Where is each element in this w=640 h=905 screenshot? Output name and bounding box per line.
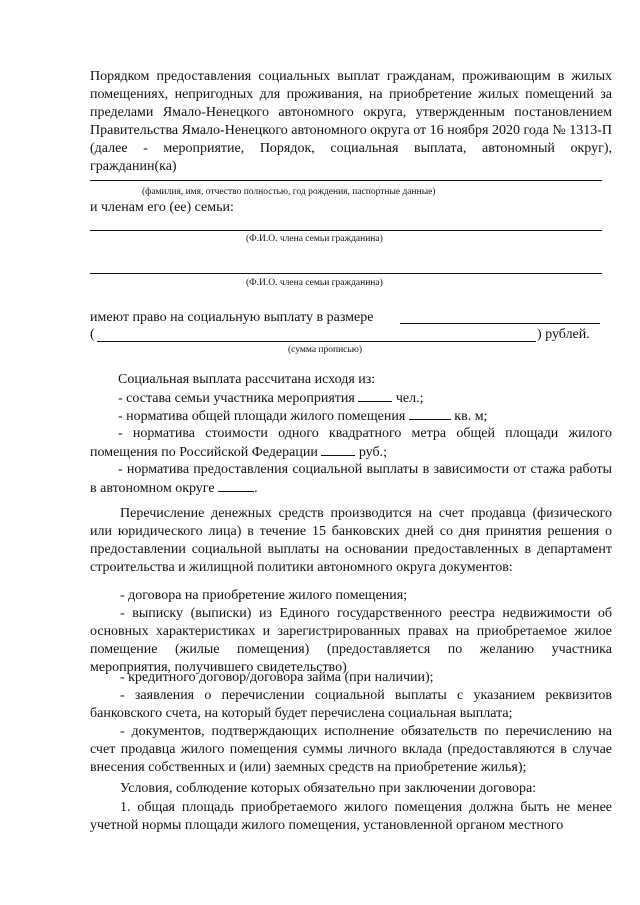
family-member-line-1	[90, 230, 602, 231]
sum-in-words-caption: (сумма прописью)	[288, 345, 362, 355]
calc-item-cost-text: - норматива стоимости одного квадратного метра общей площади жилого помещения по Российской Федерации	[90, 426, 612, 460]
transfer-doc-personal-contribution: - документов, подтверждающих исполнение обязательств по перечислению на счет продавца жилого помещения суммы личного вклада (предоставляются в случае внесения собственных и (или) заемных средств на приобретение жилья);	[90, 724, 612, 775]
family-member-line-2	[90, 273, 602, 274]
transfer-doc-contract: - договора на приобретение жилого помещения;	[120, 588, 408, 603]
calc-item-area	[90, 407, 612, 426]
calc-item-seniority	[90, 461, 612, 498]
conditions-item-1: 1. общая площадь приобретаемого жилого помещения должна быть не менее учетной нормы площади жилого помещения, установленной органом местного	[90, 800, 612, 833]
amount-close-text: ) рублей.	[537, 327, 590, 342]
intro-paragraph: Порядком предоставления социальных выплат гражданам, проживающим в жилых помещениях, непригодных для проживания, на приобретение жилых помещений за пределами Ямало-Ненецкого автономного округа, утвержденным постановлением Правительства Ямало-Ненецкого автономного округа от 16 ноября 2020 года № 1313-П (далее - мероприятие, Порядок, социальная выплата, автономный округ), гражданин(ка)	[90, 69, 612, 174]
citizen-caption: (фамилия, имя, отчество полностью, год рождения, паспортные данные)	[142, 187, 436, 197]
calc-item-cost-unit: руб.;	[358, 445, 387, 460]
citizen-name-line	[90, 180, 602, 181]
family-members-label: и членам его (ее) семьи:	[90, 200, 234, 215]
calc-item-family-unit: чел.;	[395, 391, 424, 406]
calc-item-family	[90, 389, 612, 408]
calc-item-area-unit: кв. м;	[454, 409, 488, 424]
amount-open-paren: (	[90, 327, 95, 342]
amount-words-line	[97, 341, 536, 342]
calc-item-area-text: - норматива общей площади жилого помещения	[118, 409, 406, 424]
calc-item-family-text: - состава семьи участника мероприятия	[118, 391, 355, 406]
calc-item-seniority-text: - норматива предоставления социальной выплаты в зависимости от стажа работы в автономном округе	[90, 462, 612, 496]
transfer-paragraph: Перечисление денежных средств производится на счет продавца (физического или юридического лица) в течение 15 банковских дней со дня принятия решения о предоставлении социальной выплаты на основании предоставленных в департамент строительства и жилищной политики автономного округа документов:	[90, 506, 612, 575]
family-member-caption-2: (Ф.И.О. члена семьи гражданина)	[246, 278, 383, 288]
family-member-caption-1: (Ф.И.О. члена семьи гражданина)	[246, 234, 383, 244]
payment-right-text: имеют право на социальную выплату в размере	[90, 310, 374, 325]
cost-norm-blank	[321, 443, 355, 456]
area-norm-blank	[409, 407, 451, 420]
calc-heading: Социальная выплата рассчитана исходя из:	[118, 372, 376, 387]
transfer-doc-registry-extract: - выписку (выписки) из Единого государственного реестра недвижимости об основных характеристиках и зарегистрированных правах на приобретаемое жилое помещение (жилые помещения) (предоставляется по желанию участника мероприятия, получившего свидетельство)	[90, 606, 612, 675]
seniority-norm-blank	[218, 479, 254, 492]
transfer-doc-application: - заявления о перечислении социальной выплаты с указанием реквизитов банковского счета, на который будет перечислена социальная выплата;	[90, 688, 612, 721]
transfer-doc-loan: - кредитного договор/договора займа (при наличии);	[120, 670, 434, 685]
calc-item-seniority-end: .	[254, 481, 258, 496]
calc-item-cost	[90, 425, 612, 462]
conditions-heading: Условия, соблюдение которых обязательно при заключении договора:	[120, 781, 537, 796]
family-size-blank	[358, 389, 392, 402]
amount-number-line	[400, 323, 600, 324]
